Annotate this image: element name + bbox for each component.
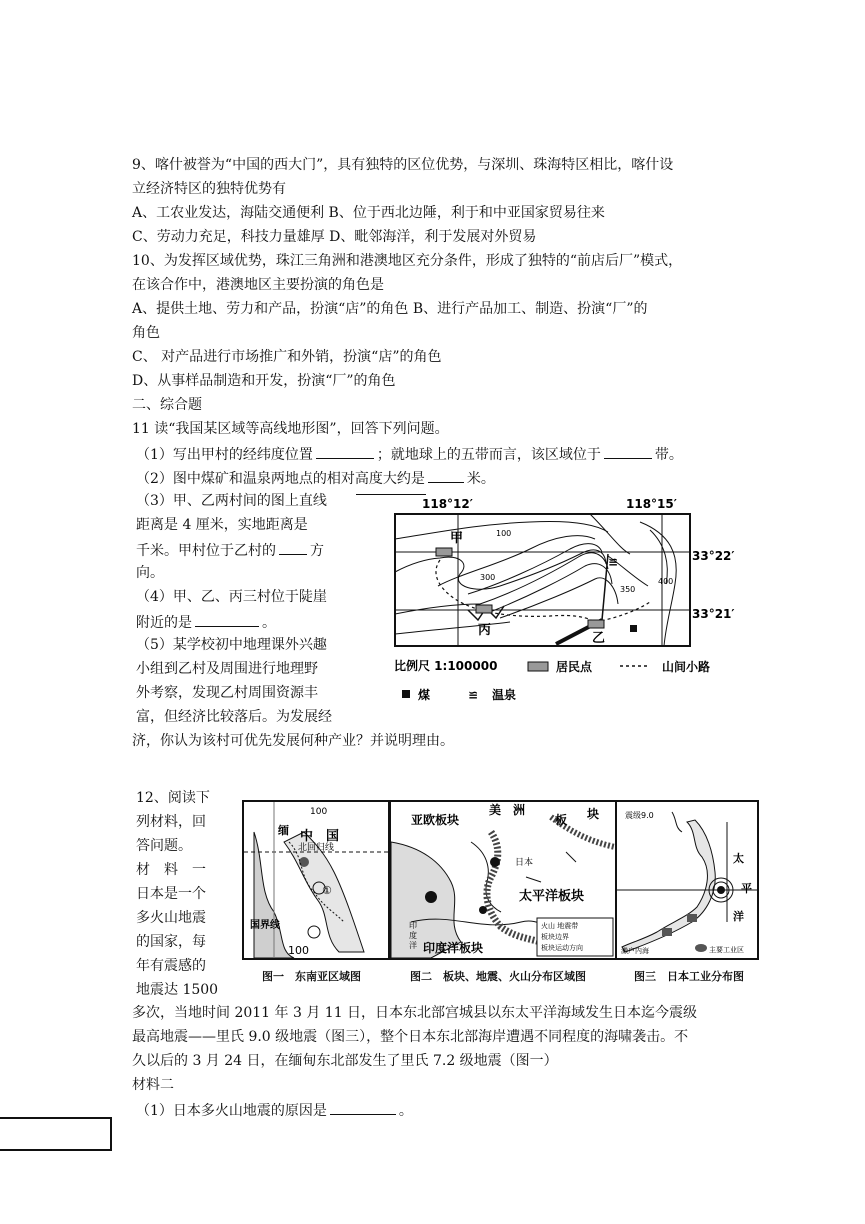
legend-coal: 煤 [418, 688, 431, 702]
q11-title: 11 读“我国某区域等高线地形图”，回答下列问题。 [132, 421, 449, 437]
map-lat-top: 33°22′ [692, 549, 735, 563]
contour-label-400: 400 [658, 577, 674, 586]
q11-part3-line3: 千米。甲村位于乙村的 方 [136, 539, 324, 561]
answer-blank[interactable] [195, 611, 259, 627]
contour-label-100: 100 [496, 529, 512, 538]
legend-path: 山间小路 [662, 660, 711, 674]
q12-part1: （1）日本多火山地震的原因是 。 [136, 1099, 413, 1121]
fig2-legend-1: 火山 地震带 [541, 922, 579, 930]
q11-part4-line1: （4）甲、乙、丙三村位于陡崖 [136, 589, 327, 605]
village-yi: 乙 [592, 631, 606, 646]
legend-spring-icon: ≌ [468, 688, 479, 702]
fig2-pacific: 太平洋板块 [519, 889, 585, 904]
q11-part3-line1: （3）甲、乙两村间的图上直线 [136, 493, 327, 509]
q12-material-line1: 多次，当地时间 2011 年 3 月 11 日，日本东北部宫城县以东太平洋海域发生日本迄今震级 [132, 1005, 698, 1021]
q9-stem-line1: 9、喀什被誉为“中国的西大门”，具有独特的区位优势，与深圳、珠海特区相比，喀什设 [132, 157, 674, 173]
q10-option-d: D、从事样品制造和开发，扮演“厂”的角色 [132, 373, 396, 389]
legend-spring: 温泉 [492, 688, 517, 702]
figure-plates [389, 800, 617, 960]
village-yi-marker [588, 620, 604, 628]
answer-blank[interactable] [604, 443, 652, 459]
fig1-china: 中 国 [300, 829, 340, 844]
q12-material-line3: 久以后的 3 月 24 日，在缅甸东北部发生了里氏 7.2 级地震（图一） [132, 1053, 558, 1069]
fig2-ocean-1: 印 [409, 921, 417, 930]
answer-blank[interactable] [316, 443, 374, 459]
q9-options-cd: C、劳动力充足，科技力量雄厚 D、毗邻海洋，利于发展对外贸易 [132, 229, 537, 245]
fig3-magnitude: 震级9.0 [625, 811, 654, 820]
q9-stem-line2: 立经济特区的独特优势有 [132, 181, 286, 197]
answer-box[interactable] [0, 1117, 112, 1151]
q12-narrow-line: 多火山地震 [136, 910, 206, 926]
figure1-caption: 图一 东南亚区域图 [262, 970, 361, 983]
fig1-lon-top: 100 [310, 807, 328, 817]
q10-option-ab-line1: A、提供土地、劳力和产品，扮演“店”的角色 B、进行产品加工、制造、扮演“厂”的 [132, 301, 648, 317]
fig3-pacific-1: 太 [733, 852, 744, 865]
hot-spring-icon: ≌ [608, 555, 619, 569]
contour-label-350: 350 [620, 585, 636, 594]
map-scale: 比例尺 1:100000 [394, 659, 498, 673]
q9-options-ab: A、工农业发达，海陆交通便利 B、位于西北边陲，利于和中亚国家贸易往来 [132, 205, 605, 221]
fig2-legend-2: 板块边界 [541, 933, 569, 941]
fig2-ocean-3: 洋 [409, 941, 417, 950]
answer-blank[interactable] [279, 539, 307, 555]
fig2-eurasia: 亚欧板块 [411, 813, 460, 827]
figure-japan-industry [615, 800, 759, 960]
map-lon-left: 118°12′ [422, 497, 473, 511]
q12-narrow-line: 答问题。 [136, 838, 192, 854]
q11-part5-line4: 富，但经济比较落后。为发展经 [136, 709, 332, 725]
contour-label-300: 300 [480, 573, 496, 582]
fig2-america-2: 板 [555, 813, 568, 827]
q12-material-line2: 最高地震——里氏 9.0 级地震（图三），整个日本东北部海岸遭遇不同程度的海啸袭击。不 [132, 1029, 689, 1045]
q12-narrow-line: 列材料，回 [136, 814, 206, 830]
q10-option-ab-line2: 角色 [132, 325, 160, 341]
figure-southeast-asia [242, 800, 390, 960]
fig3-industry: 主要工业区 [709, 946, 744, 954]
map-frame [395, 514, 690, 646]
q12-narrow-line: 12、阅读下 [136, 790, 210, 806]
fig2-america-3: 块 [587, 807, 600, 821]
q12-narrow-line: 地震达 1500 [136, 982, 219, 998]
q11-part5-line2: 小组到乙村及周围进行地理野 [136, 661, 318, 677]
figure2-caption: 图二 板块、地震、火山分布区域图 [410, 970, 586, 983]
q11-part5-line1: （5）某学校初中地理课外兴趣 [136, 637, 327, 653]
q11-part1: （1）写出甲村的经纬度位置 ；就地球上的五带而言，该区域位于 带。 [136, 443, 683, 465]
fig1-lon-bottom: 100 [288, 944, 309, 957]
fig2-japan: 日本 [515, 858, 534, 868]
fig2-america: 美 洲 [489, 803, 526, 817]
village-jia-marker [436, 548, 452, 556]
legend-coal-marker [402, 690, 410, 698]
q11-part2: （2）图中煤矿和温泉两地点的相对高度大约是 米。 [136, 467, 495, 489]
q11-part5-line5: 济，你认为该村可优先发展何种产业？并说明理由。 [132, 733, 454, 749]
q11-part3-line4: 向。 [136, 565, 164, 581]
plate-motion-arrow [526, 877, 541, 882]
legend-village: 居民点 [556, 660, 593, 674]
figure3-caption: 图三 日本工业分布图 [634, 970, 744, 983]
map-lon-right: 118°15′ [626, 497, 677, 511]
q10-option-c: C、 对产品进行市场推广和外销，扮演“店”的角色 [132, 349, 442, 365]
fig3-pacific-2: 平 [741, 882, 752, 895]
fig3-pacific-3: 洋 [733, 910, 744, 923]
coal-mine-marker [630, 625, 637, 632]
contour-map [380, 494, 760, 706]
fig2-indian: 印度洋板块 [423, 941, 484, 955]
answer-blank[interactable] [428, 467, 464, 483]
fig1-border: 国界线 [250, 920, 280, 931]
fig1-mark: ① [322, 884, 332, 897]
q11-part4-line2: 附近的是 。 [136, 611, 276, 633]
legend-village-marker [528, 662, 548, 671]
q12-material2-label: 材料二 [132, 1077, 174, 1093]
village-jia: 甲 [450, 531, 464, 546]
fig1-tropic: 北回归线 [298, 843, 335, 853]
q10-stem-line1: 10、为发挥区域优势，珠江三角洲和港澳地区充分条件，形成了独特的“前店后厂”模式， [132, 253, 683, 269]
fig3-inland-sea: 濑户内海 [621, 947, 649, 955]
answer-blank[interactable] [330, 1099, 396, 1115]
fig2-legend-3: 板块运动方向 [541, 944, 583, 952]
q10-stem-line2: 在该合作中，港澳地区主要扮演的角色是 [132, 277, 384, 293]
q12-narrow-line: 日本是一个 [136, 886, 206, 902]
q12-narrow-line: 的国家，每 [136, 934, 206, 950]
fig1-myanmar: 缅 [278, 824, 289, 837]
section-heading: 二、综合题 [132, 397, 202, 413]
q12-narrow-line: 材 料 一 [136, 862, 206, 878]
map-lat-bottom: 33°21′ [692, 607, 735, 621]
q11-part5-line3: 外考察，发现乙村周围资源丰 [136, 685, 318, 701]
q12-narrow-line: 年有震感的 [136, 958, 206, 974]
village-bing-marker [476, 605, 492, 613]
village-bing: 丙 [478, 623, 492, 638]
fig2-ocean-2: 度 [409, 931, 417, 940]
q11-part3-line2: 距离是 4 厘米，实地距离是 [136, 517, 308, 533]
mountain-path [436, 560, 650, 622]
